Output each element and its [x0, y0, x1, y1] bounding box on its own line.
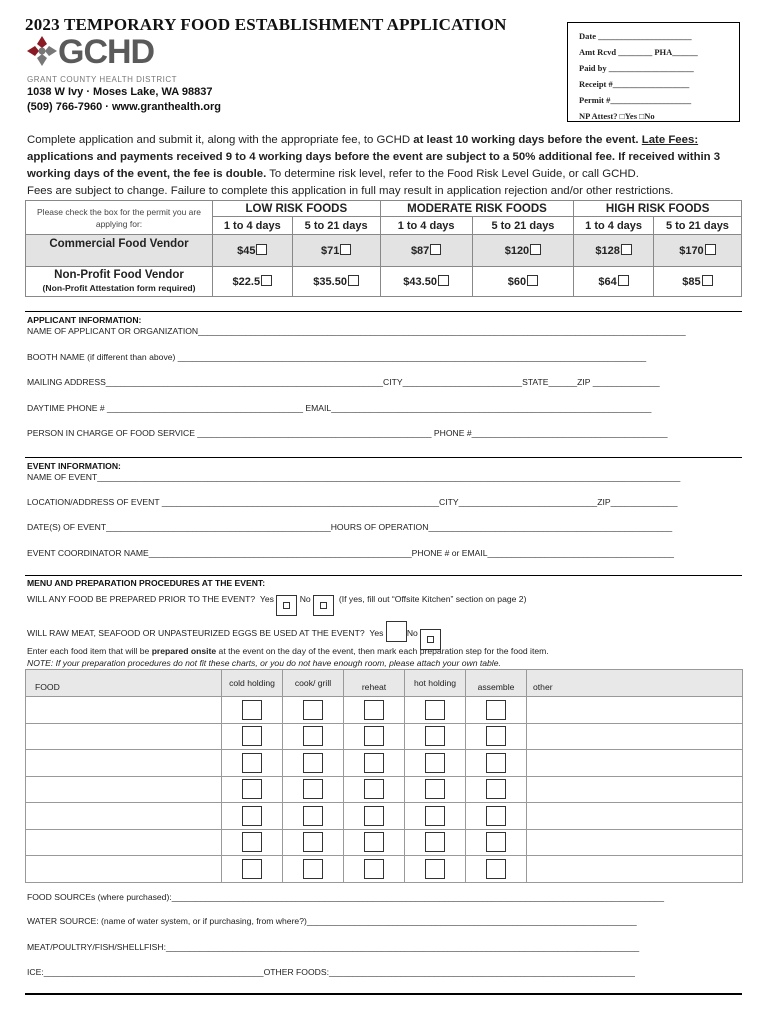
- checkbox-icon: [430, 244, 441, 255]
- food-item-cell[interactable]: [26, 829, 222, 856]
- fee-table: [25, 200, 742, 297]
- food-item-cell[interactable]: [26, 723, 222, 750]
- prep-step-cell: [283, 750, 344, 777]
- prep-step-checkbox[interactable]: [364, 700, 384, 720]
- prepared-prior-no-checkbox[interactable]: [313, 595, 334, 616]
- prep-step-cell: [405, 803, 466, 830]
- prep-step-cell: [283, 697, 344, 724]
- prep-step-checkbox[interactable]: [303, 806, 323, 826]
- applicant-section-title: APPLICANT INFORMATION:: [27, 315, 142, 325]
- prep-step-checkbox[interactable]: [303, 700, 323, 720]
- prep-step-cell: [344, 750, 405, 777]
- commercial-label: Commercial Food Vendor: [26, 235, 213, 267]
- fee-cell[interactable]: $71: [292, 235, 380, 267]
- group-moderate: MODERATE RISK FOODS: [380, 201, 574, 217]
- fee-cell[interactable]: $87: [380, 235, 472, 267]
- event-dates-field[interactable]: DATE(S) OF EVENT_______________________________________________HOURS OF OPERATION___________________________________________________: [27, 522, 673, 532]
- gchd-logo-text: GCHD: [58, 33, 155, 71]
- office-receipt[interactable]: Receipt #__________________: [579, 79, 690, 89]
- food-item-cell[interactable]: [26, 803, 222, 830]
- fee-cell[interactable]: $22.5: [213, 267, 293, 297]
- prep-step-checkbox[interactable]: [364, 779, 384, 799]
- prep-step-checkbox[interactable]: [303, 753, 323, 773]
- checkbox-icon: [530, 244, 541, 255]
- prep-step-checkbox[interactable]: [242, 779, 262, 799]
- prep-step-checkbox[interactable]: [425, 700, 445, 720]
- prep-step-checkbox[interactable]: [364, 806, 384, 826]
- checkbox-icon: [348, 275, 359, 286]
- food-row: [26, 776, 743, 803]
- check-instruction: Please check the box for the permit you are applying for:: [26, 201, 213, 235]
- food-item-cell[interactable]: [26, 776, 222, 803]
- prep-step-cell: [222, 697, 283, 724]
- checkbox-icon: [256, 244, 267, 255]
- checkbox-icon: [438, 275, 449, 286]
- office-date[interactable]: Date ______________________: [579, 31, 692, 41]
- address: 1038 W Ivy · Moses Lake, WA 98837: [27, 86, 213, 98]
- checkbox-icon: [705, 244, 716, 255]
- prep-step-cell: [222, 723, 283, 750]
- cook-grill-header: cook/ grill: [283, 670, 344, 697]
- group-high: HIGH RISK FOODS: [574, 201, 742, 217]
- fee-cell[interactable]: $43.50: [380, 267, 472, 297]
- prep-step-cell: [466, 776, 527, 803]
- other-cell[interactable]: [527, 776, 743, 803]
- prep-step-checkbox[interactable]: [242, 726, 262, 746]
- assemble-header: assemble: [466, 670, 527, 697]
- prepared-prior-yes-checkbox[interactable]: [276, 595, 297, 616]
- prep-step-checkbox[interactable]: [425, 753, 445, 773]
- food-row: [26, 856, 743, 883]
- prep-step-checkbox[interactable]: [303, 779, 323, 799]
- checkbox-icon: [261, 275, 272, 286]
- food-prep-table: [25, 669, 743, 883]
- prep-step-cell: [222, 803, 283, 830]
- food-item-cell[interactable]: [26, 750, 222, 777]
- event-coordinator-field[interactable]: EVENT COORDINATOR NAME_______________________________________________________PHONE # or EMAIL_______________________________________: [27, 548, 674, 558]
- prep-step-checkbox[interactable]: [486, 832, 506, 852]
- event-location-field[interactable]: LOCATION/ADDRESS OF EVENT __________________________________________________________CITY_____________________________ZIP______________: [27, 497, 678, 507]
- prep-step-checkbox[interactable]: [425, 726, 445, 746]
- group-low: LOW RISK FOODS: [213, 201, 381, 217]
- prep-step-checkbox[interactable]: [486, 779, 506, 799]
- food-item-cell[interactable]: [26, 856, 222, 883]
- fee-cell[interactable]: $35.50: [292, 267, 380, 297]
- prepared-prior-question: WILL ANY FOOD BE PREPARED PRIOR TO THE EVENT? Yes No (If yes, fill out “Offsite Kitchen” section on page 2): [27, 594, 526, 616]
- divider: [25, 993, 742, 995]
- checkbox-icon: [527, 275, 538, 286]
- office-paid-by[interactable]: Paid by ____________________: [579, 63, 694, 73]
- prep-step-cell: [344, 776, 405, 803]
- prep-step-cell: [283, 829, 344, 856]
- prep-step-checkbox[interactable]: [486, 806, 506, 826]
- range-cell: 1 to 4 days: [213, 217, 293, 235]
- food-source-field[interactable]: FOOD SOURCEs (where purchased):_______________________________________________________________________________________________________: [27, 892, 664, 902]
- district-name: GRANT COUNTY HEALTH DISTRICT: [27, 75, 178, 84]
- mailing-address-field[interactable]: MAILING ADDRESS__________________________________________________________CITY_________________________STATE______ZIP ______________: [27, 377, 660, 387]
- prep-step-checkbox[interactable]: [486, 726, 506, 746]
- prep-step-checkbox[interactable]: [486, 753, 506, 773]
- food-entry-instructions: Enter each food item that will be prepared onsite at the event on the day of the event, then mark each preparation step for the food item.: [27, 646, 549, 656]
- office-np-attest[interactable]: NP Attest? □Yes □No: [579, 111, 655, 121]
- food-row: [26, 697, 743, 724]
- fee-cell[interactable]: $60: [472, 267, 574, 297]
- prep-step-checkbox[interactable]: [364, 753, 384, 773]
- prep-step-cell: [466, 697, 527, 724]
- other-cell[interactable]: [527, 803, 743, 830]
- ice-other-foods-field[interactable]: ICE:______________________________________________OTHER FOODS:________________________________________________________________: [27, 967, 635, 977]
- other-cell[interactable]: [527, 829, 743, 856]
- prep-step-cell: [283, 723, 344, 750]
- checkbox-icon: [621, 244, 632, 255]
- divider: [25, 575, 742, 576]
- food-header: FOOD: [26, 670, 222, 697]
- prep-step-checkbox[interactable]: [486, 859, 506, 879]
- raw-meat-yes-checkbox[interactable]: [386, 621, 407, 642]
- food-row: [26, 750, 743, 777]
- prep-step-checkbox[interactable]: [242, 753, 262, 773]
- fee-cell[interactable]: $170: [653, 235, 741, 267]
- divider: [25, 457, 742, 458]
- event-section-title: EVENT INFORMATION:: [27, 461, 121, 471]
- prep-step-cell: [344, 829, 405, 856]
- nonprofit-label-cell: Non-Profit Food Vendor (Non-Profit Attestation form required): [26, 267, 213, 297]
- office-use-box: [567, 22, 740, 122]
- prep-step-cell: [222, 750, 283, 777]
- fee-cell[interactable]: $64: [574, 267, 654, 297]
- prep-step-checkbox[interactable]: [242, 806, 262, 826]
- fee-cell[interactable]: $128: [574, 235, 654, 267]
- gchd-logo-icon: [25, 34, 59, 70]
- hot-holding-header: hot holding: [405, 670, 466, 697]
- food-row: [26, 829, 743, 856]
- range-cell: 1 to 4 days: [380, 217, 472, 235]
- prep-step-cell: [466, 829, 527, 856]
- prep-step-cell: [405, 829, 466, 856]
- prep-step-cell: [344, 697, 405, 724]
- other-cell[interactable]: [527, 697, 743, 724]
- prep-step-cell: [466, 723, 527, 750]
- prep-step-cell: [222, 776, 283, 803]
- checkbox-icon: [702, 275, 713, 286]
- divider: [25, 311, 742, 312]
- booth-name-field[interactable]: BOOTH NAME (if different than above) __________________________________________________________________________________________________: [27, 352, 647, 362]
- range-cell: 1 to 4 days: [574, 217, 654, 235]
- other-cell[interactable]: [527, 750, 743, 777]
- prep-step-checkbox[interactable]: [242, 832, 262, 852]
- prep-step-checkbox[interactable]: [242, 700, 262, 720]
- prep-step-cell: [405, 697, 466, 724]
- fee-cell[interactable]: $120: [472, 235, 574, 267]
- other-header: other: [527, 670, 743, 697]
- prep-step-cell: [283, 803, 344, 830]
- form-title: 2023 TEMPORARY FOOD ESTABLISHMENT APPLICATION: [25, 15, 507, 34]
- prep-step-checkbox[interactable]: [364, 859, 384, 879]
- prep-step-cell: [466, 750, 527, 777]
- raw-meat-question: WILL RAW MEAT, SEAFOOD OR UNPASTEURIZED EGGS BE USED AT THE EVENT? Yes No: [27, 621, 441, 650]
- prep-step-cell: [222, 856, 283, 883]
- prep-step-cell: [405, 723, 466, 750]
- office-permit[interactable]: Permit #___________________: [579, 95, 692, 105]
- person-in-charge-field[interactable]: PERSON IN CHARGE OF FOOD SERVICE _________________________________________________ PHONE #_________________________________________: [27, 428, 668, 438]
- prep-step-cell: [466, 803, 527, 830]
- range-cell: 5 to 21 days: [653, 217, 741, 235]
- prep-step-cell: [405, 750, 466, 777]
- prep-step-checkbox[interactable]: [364, 832, 384, 852]
- prep-step-cell: [466, 856, 527, 883]
- prep-step-cell: [344, 803, 405, 830]
- prep-step-checkbox[interactable]: [242, 859, 262, 879]
- prep-step-cell: [344, 856, 405, 883]
- daytime-phone-field[interactable]: DAYTIME PHONE # _________________________________________ EMAIL___________________________________________________________________: [27, 403, 652, 413]
- other-cell[interactable]: [527, 723, 743, 750]
- meat-source-field[interactable]: MEAT/POULTRY/FISH/SHELLFISH:___________________________________________________________________________________________________: [27, 942, 640, 952]
- prep-step-checkbox[interactable]: [303, 726, 323, 746]
- range-cell: 5 to 21 days: [292, 217, 380, 235]
- cold-holding-header: cold holding: [222, 670, 283, 697]
- event-name-field[interactable]: NAME OF EVENT__________________________________________________________________________________________________________________________: [27, 472, 681, 482]
- prep-step-checkbox[interactable]: [425, 806, 445, 826]
- food-row: [26, 803, 743, 830]
- water-source-field[interactable]: WATER SOURCE: (name of water system, or if purchasing, from where?)_____________________________________________________________________: [27, 916, 637, 926]
- prep-step-checkbox[interactable]: [303, 832, 323, 852]
- reheat-header: reheat: [344, 670, 405, 697]
- checkbox-icon: [618, 275, 629, 286]
- prep-step-cell: [344, 723, 405, 750]
- food-row: [26, 723, 743, 750]
- prep-step-checkbox[interactable]: [486, 700, 506, 720]
- prep-step-cell: [283, 856, 344, 883]
- fee-cell[interactable]: $85: [653, 267, 741, 297]
- prep-step-checkbox[interactable]: [364, 726, 384, 746]
- checkbox-icon: [340, 244, 351, 255]
- office-amt-rcvd[interactable]: Amt Rcvd ________ PHA______: [579, 47, 698, 57]
- applicant-name-field[interactable]: NAME OF APPLICANT OR ORGANIZATION______________________________________________________________________________________________________: [27, 326, 686, 336]
- food-entry-note: NOTE: If your preparation procedures do not fit these charts, or you do not have enough room, please attach your own table.: [27, 658, 501, 668]
- menu-section-title: MENU AND PREPARATION PROCEDURES AT THE EVENT:: [27, 578, 266, 588]
- fee-cell[interactable]: $45: [213, 235, 293, 267]
- other-cell[interactable]: [527, 856, 743, 883]
- phone-website: (509) 766-7960 · www.granthealth.org: [27, 101, 221, 113]
- food-item-cell[interactable]: [26, 697, 222, 724]
- instructions: Complete application and submit it, along with the appropriate fee, to GCHD at least 10 working days before the event. Late Fees: applications and payments received 9 to 4 working days before the event are subject to a 50% additional fee. If received within 3 working days of the event, the fee is double. To determine risk level, refer to the Food Risk Level Guide, or call GCHD. Fees are subject to change. Failure to complete this application in full may result in application rejection and/or other restrictions.: [27, 134, 721, 197]
- prep-step-checkbox[interactable]: [425, 779, 445, 799]
- prep-step-checkbox[interactable]: [303, 859, 323, 879]
- prep-step-cell: [405, 776, 466, 803]
- prep-step-cell: [283, 776, 344, 803]
- prep-step-checkbox[interactable]: [425, 859, 445, 879]
- prep-step-cell: [222, 829, 283, 856]
- range-cell: 5 to 21 days: [472, 217, 574, 235]
- prep-step-cell: [405, 856, 466, 883]
- prep-step-checkbox[interactable]: [425, 832, 445, 852]
